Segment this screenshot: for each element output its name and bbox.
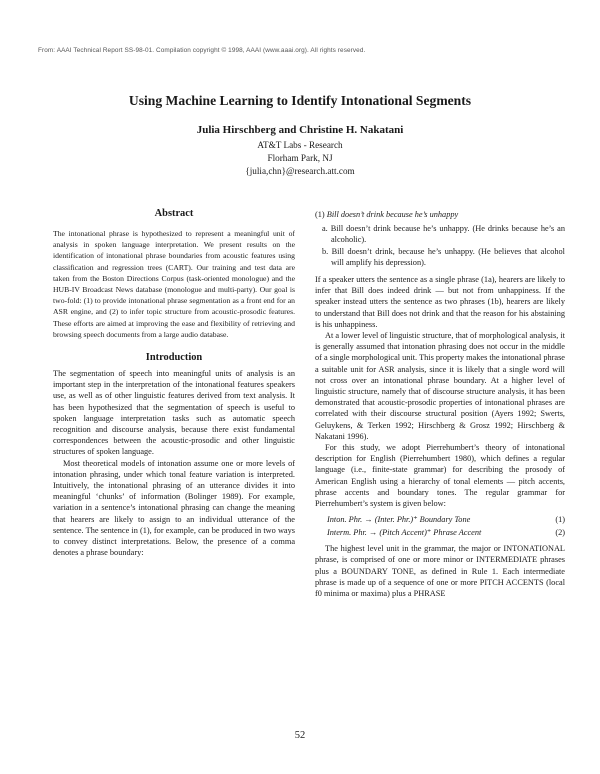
grammar-rules [315,513,565,539]
example-item-b: b. Bill doesn’t drink, because he’s unhappy. (He believes that alcohol will amplify his depression). [322,246,565,267]
grammar-rule-2 [315,526,565,539]
intro-paragraph-1: The segmentation of speech into meaningful units of analysis is an important step in the interpretation of the intonational features speakers use, as well as of other linguistic features derived from text analysis. It has been hypothesized that the segmentation of speech is useful to spoken language interpretation tasks such as automatic speech recognition and discourse analysis, because there exist fundamental correspondences between the acoustic-prosodic and other linguistic structures of spoken language. [53,369,295,457]
grammar-rule-1 [315,513,565,526]
example-label: (1) [315,210,325,219]
grammar-rule-2-number: (2) [555,528,565,538]
example-item-a: a. Bill doesn’t drink because he’s unhappy. (He drinks because he’s an alcoholic). [322,224,565,245]
page-number: 52 [294,730,306,741]
example-heading [315,209,565,220]
grammar-rule-1-number: (1) [555,515,565,525]
right-paragraph-1: If a speaker utters the sentence as a single phrase (1a), hearers are likely to infer that Bill does indeed drink — but not from unhappiness. If the speaker instead utters the sentence as two phrases (1b), hearers are likely to understand that Bill does not drink and that the reason for his abstaining is his unhappiness. [315,275,565,329]
paper-title: Using Machine Learning to Identify Intonational Segments [128,93,472,108]
right-paragraph-2: At a lower level of linguistic structure, that of morphological analysis, it is generally assumed that intonation phrasing does not occur in the middle of a single morphological unit. This property makes the intonational phrase a suitable unit for ASR analysis, since it is likely that a single word will not cross over an intonational phrase boundary. At a higher level of linguistic structure, namely that of discourse structure analysis, it has been demonstrated that acoustic-prosodic properties of intonational phrases are correlated with their discourse structural position (Ayers 1992; Swerts, Geluykens, & Terken 1992; Hirschberg & Grosz 1992; Hirschberg & Nakatani 1996). [315,331,565,441]
grammar-rule-1-text: Inton. Phr. → (Inter. Phr.)⁺ Boundary Tone [327,515,471,525]
affiliation-email: {julia,chn}@research.att.com [245,166,355,176]
copyright-header: From: AAAI Technical Report SS-98-01. Compilation copyright © 1998, AAAI (www.aaai.org). All rights reserved. [38,47,366,54]
abstract-heading: Abstract [154,208,194,219]
introduction-heading: Introduction [145,352,203,364]
authors: Julia Hirschberg and Christine H. Nakatani [196,124,404,136]
affiliation-city: Florham Park, NJ [267,153,333,163]
left-column [53,208,295,558]
abstract-text: The intonational phrase is hypothesized to represent a meaningful unit of analysis in spoken language interpretation. We present results on the identification of intonational phrase boundaries from acoustic features using classification and regression trees (CART). Our training and test data are taken from the Boston Directions Corpus (task-oriented monologue) and the HUB-IV Broadcast News database (monologue and multi-party). Our goal is two-fold: (1) to provide intonational phrase segmentation as a front end for an ASR engine, and (2) to infer topic structure from acoustic-prosodic features. These efforts are aimed at improving the ease and flexibility of retrieving and browsing speech documents from a large audio database. [53,229,295,339]
affiliation-org: AT&T Labs - Research [257,140,343,150]
intro-paragraph-2: Most theoretical models of intonation assume one or more levels of intonation phrasing, under which tonal feature variation is interpreted. Intuitively, the intonational phrasing of an utterance divides it into meaningful ‘chunks’ of information (Bolinger 1989). For example, variation in a sentence’s intonational phrasing can change the meaning that hearers are likely to assign to an individual utterance of the sentence. The sentence in (1), for example, can be produced in two ways to convey distinct interpretations. Below, the presence of a comma denotes a phrase boundary: [53,458,295,558]
right-column [315,209,565,599]
right-paragraph-4: The highest level unit in the grammar, the major or INTONATIONAL phrase, is comprised of one or more minor or INTERMEDIATE phrases plus a BOUNDARY TONE, as defined in Rule 1. Each intermediate phrase is made up of a sequence of one or more PITCH ACCENTS (local f0 minima or maxima) plus a PHRASE [315,544,565,599]
grammar-rule-2-text: Interm. Phr. → (Pitch Accent)⁺ Phrase Accent [327,528,482,538]
right-paragraph-3: For this study, we adopt Pierrehumbert’s theory of intonational description for English (Pierrehumbert 1980), which defines a regular language (i.e., finite-state grammar) for describing the prosody of American English using a hierarchy of tonal elements — pitch accents, phrase accents and boundary tones. The regular grammar for Pierrehumbert’s system is given below: [315,443,565,509]
example-sentence: Bill doesn’t drink because he’s unhappy [326,210,459,219]
